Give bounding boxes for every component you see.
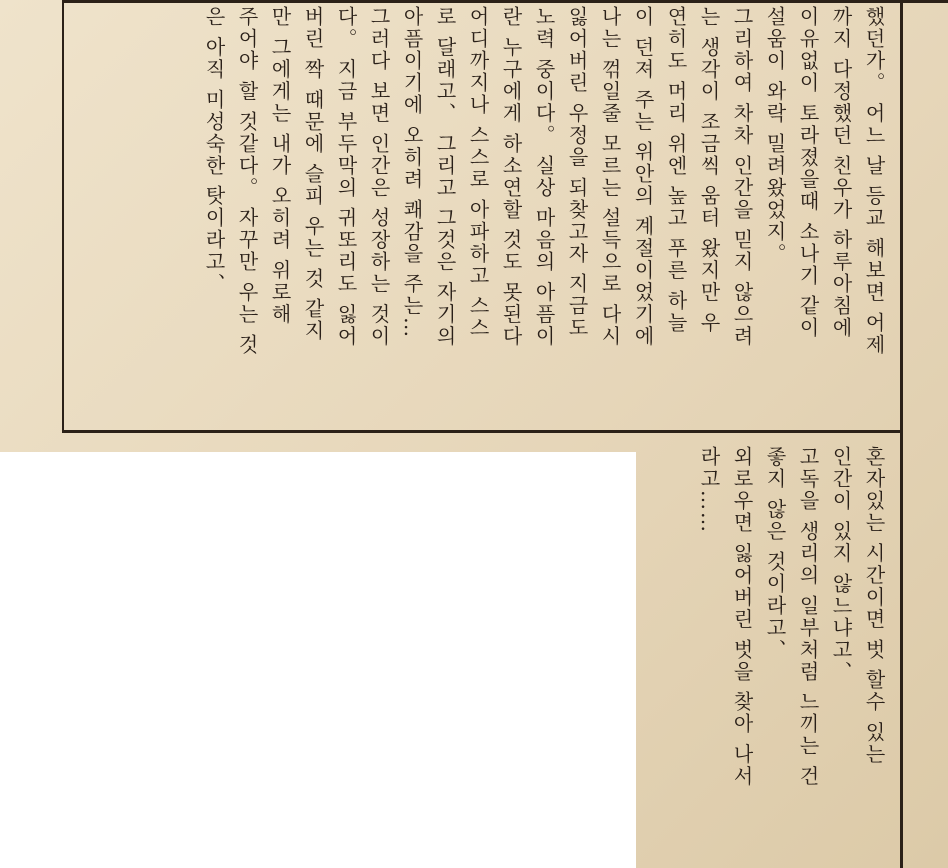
text-line: 인간이 있지 않느냐고、 bbox=[829, 446, 853, 683]
text-line: 까지 다정했던 친우가 하루아침에 bbox=[829, 6, 853, 340]
text-line: 는 생각이 조금씩 움터 왔지만 우 bbox=[697, 6, 721, 334]
article-text-top bbox=[197, 6, 890, 418]
text-line: 어디까지나 스스로 아파하고 스스 bbox=[466, 6, 490, 340]
text-line: 로 달래고、 그리고 그것은 자기의 bbox=[433, 6, 457, 348]
text-line: 버린 짝 때문에 슬피 우는 것 같지 bbox=[301, 6, 325, 343]
right-border-rule bbox=[900, 0, 903, 868]
text-line: 노력 중이다。 실상 마음의 아픔이 bbox=[532, 6, 556, 348]
text-line: 잃어버린 우정을 되찾고자 지금도 bbox=[565, 6, 589, 340]
text-line: 외로우면 잃어버린 벗을 찾아 나서 bbox=[730, 446, 754, 788]
text-line: 연히도 머리 위엔 높고 푸른 하늘 bbox=[664, 6, 688, 334]
text-line: 만 그에게는 내가 오히려 위로해 bbox=[268, 6, 292, 326]
section-divider-rule bbox=[62, 430, 902, 433]
text-line: 이 던져 주는 위안의 계절이었기에 bbox=[631, 6, 655, 348]
text-line: 라고…… bbox=[697, 446, 721, 534]
text-line: 나는 꺾일줄 모르는 설득으로 다시 bbox=[598, 6, 622, 348]
left-column-rule bbox=[62, 0, 64, 430]
text-line: 란 누구에게 하소연할 것도 못된다 bbox=[499, 6, 523, 348]
text-line: 좋지 않은 것이라고、 bbox=[763, 446, 787, 661]
text-line: 그리하여 차차 인간을 믿지 않으려 bbox=[730, 6, 754, 348]
text-line: 혼자있는 시간이면 벗 할수 있는 bbox=[862, 446, 886, 766]
text-line: 고독을 생리의 일부처럼 느끼는 건 bbox=[796, 446, 820, 788]
text-line: 주어야 할 것같다。 자꾸만 우는 것 bbox=[235, 6, 259, 356]
text-line: 다。 지금 부두막의 귀또리도 잃어 bbox=[334, 6, 358, 348]
text-line: 그러다 보면 인간은 성장하는 것이 bbox=[367, 6, 391, 348]
top-border-rule bbox=[62, 0, 948, 3]
article-text-bottom bbox=[692, 446, 890, 856]
text-line: 이유없이 토라졌을때 소나기 같이 bbox=[796, 6, 820, 340]
blank-cropped-area bbox=[0, 452, 636, 868]
text-line: 은 아직 미성숙한 탓이라고、 bbox=[202, 6, 226, 296]
text-line: 아픔이기에 오히려 쾌감을 주는… bbox=[400, 6, 424, 340]
text-line: 했던가。 어느 날 등교 해보면 어제 bbox=[862, 6, 886, 356]
text-line: 설움이 와락 밀려왔었지。 bbox=[763, 6, 787, 265]
